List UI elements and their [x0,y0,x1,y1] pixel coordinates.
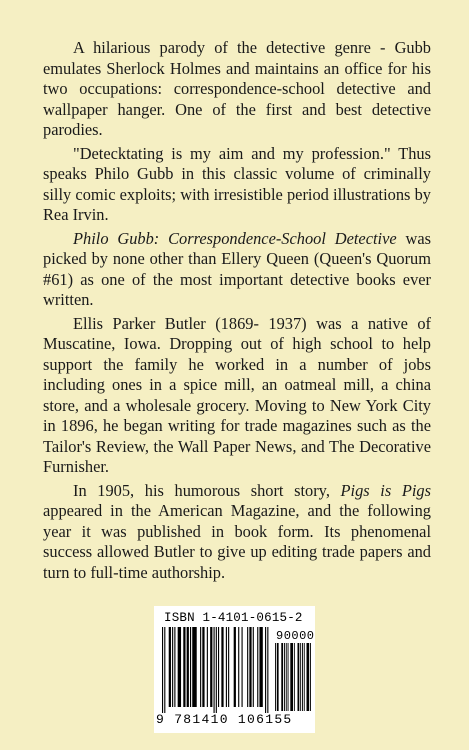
paragraph-ellery-queen [43,229,431,311]
barcode-bar [307,643,310,711]
barcode-bar [228,627,229,707]
ean-digits: 9 781410 106155 [156,712,293,727]
barcode-bar [265,627,266,713]
barcode-bar [277,643,279,711]
barcode-bar [226,627,227,707]
barcode-bar [238,627,239,707]
paragraph-author-bio: Ellis Parker Butler (1869- 1937) was a native of Muscatine, Iowa. Dropping out of high school to help support the family he worked in a number of jobs including ones in a spice mill, an oatmeal mill, a china store, and a wholesale grocery. Moving to New York City in 1896, he began writing for trade magazines such as the Tailor's Review, the Wall Paper News, and The Decorative Furnisher. [43,313,431,476]
addon-barcode-bars [275,643,311,711]
barcode-bar [164,627,165,713]
barcode-bar [210,627,212,707]
barcode-bar [192,627,196,707]
barcode-bar [162,627,163,713]
barcode-bar [304,643,305,711]
barcode-bar [300,643,301,711]
paragraph-pigs-rest: appeared in the American Magazine, and the following year it was published in book form. Its phenomenal success allowed Butler to give up editing trade papers and turn to full-time authorship. [43,501,431,582]
barcode-bar [294,643,295,711]
barcode-bar [253,627,254,707]
price-code: 90000 [276,629,315,643]
barcode-bar [247,627,248,707]
book-title-italic: Philo Gubb: Correspondence-School Detective [73,228,397,248]
barcode-bar [257,627,258,707]
barcode-bar [214,627,215,713]
barcode-bar [200,627,201,707]
isbn-label: ISBN 1-4101-0615-2 [164,611,303,625]
back-cover-text [43,38,431,586]
barcode-bar [216,627,217,713]
barcode-bar [310,643,311,711]
barcode-bar [183,627,185,707]
barcode-bar [302,643,303,711]
barcode-bar [202,627,204,707]
barcode-bar [190,627,191,707]
barcode-bar [288,643,289,711]
barcode-bar [234,627,236,707]
barcode-bar [178,627,181,707]
barcode-bar [249,627,251,707]
story-title-italic: Pigs is Pigs [340,480,431,500]
barcode-bar [174,627,175,707]
barcode-bar [290,643,293,711]
barcode-bar [207,627,208,707]
barcode-bar [267,627,268,713]
barcode-bar [275,643,276,711]
barcode-bar [172,627,173,707]
isbn-barcode [154,606,315,733]
barcode-bar [169,627,171,707]
barcode-bar [218,627,219,707]
paragraph-ellery-queen-rest: was picked by none other than Ellery Queen (Queen's Quorum #61) as one of the most important detective books ever written. [43,228,432,309]
barcode-bar [284,643,285,711]
ean-barcode-bars [162,627,270,713]
barcode-bar [286,643,287,711]
barcode-bar [242,627,243,707]
barcode-bar [281,643,283,711]
paragraph-genre-description: A hilarious parody of the detective genre - Gubb emulates Sherlock Holmes and maintains an office for his two occupations: correspondence-school detective and wallpaper hanger. One of the first and best detective parodies. [43,38,431,139]
paragraph-pigs-is-pigs [43,481,431,584]
barcode-bar [259,627,262,707]
paragraph-pigs-lead: In 1905, his humorous short story, [73,480,341,500]
paragraph-quote: "Detecktating is my aim and my profession." Thus speaks Philo Gubb in this classic volume of criminally silly comic exploits; with irresistible period illustrations by Rea Irvin. [43,143,431,224]
barcode-bar [187,627,189,707]
barcode-bar [221,627,223,707]
barcode-bar [298,643,300,711]
